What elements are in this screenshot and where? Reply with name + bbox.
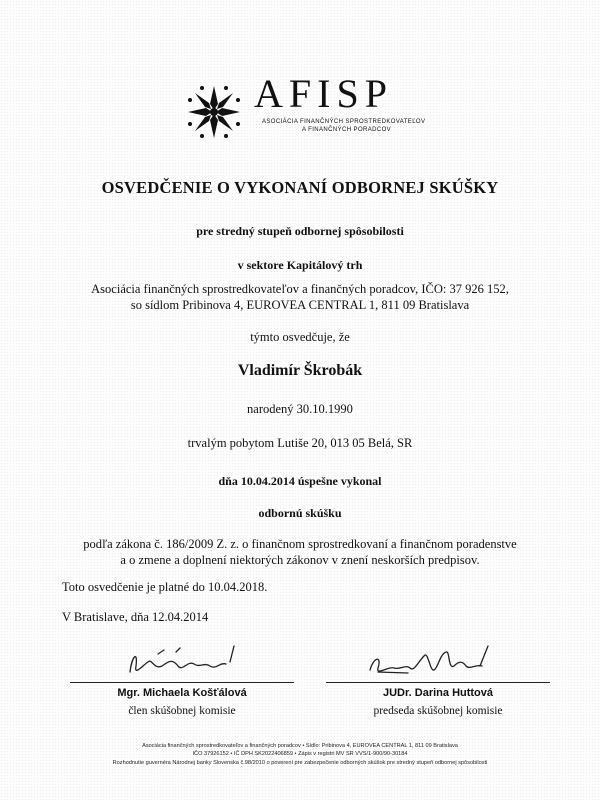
signer-name-left: Mgr. Michaela Košťálová: [117, 687, 247, 699]
certificate-title: OSVEDČENIE O VYKONANÍ ODBORNEJ SKÚŠKY: [101, 178, 499, 197]
residence: trvalým pobytom Lutiše 20, 013 05 Belá, SR: [187, 436, 413, 450]
certifies-text: týmto osvedčuje, že: [250, 330, 350, 344]
issuer-line-1: Asociácia finančných sprostredkovateľov a finančných poradcov, IČO: 37 926 152,: [91, 282, 509, 296]
competence-level: pre stredný stupeň odbornej spôsobilosti: [196, 224, 404, 238]
exam-type: odbornú skúšku: [258, 506, 342, 520]
signer-role-right: predseda skúšobnej komisie: [373, 705, 503, 717]
issuer-line-2: so sídlom Pribinova 4, EUROVEA CENTRAL 1, 811 09 Bratislava: [130, 298, 470, 312]
footer-line-3: Rozhodnutie guvernéra Národnej banky Slovenska č.98/2010 o poverení pre zabezpečenie odborných skúšok pre stredný stupeň odbornej spôsobilosti: [112, 760, 488, 766]
signature-line-left: [70, 682, 294, 683]
footer-line-2: IČO 37926152 • IČ DPH SK2022406859 • Zápis v registri MV SR VVS/1-900/90-30184: [192, 751, 408, 757]
holder-name: Vladimír Škrobák: [237, 362, 363, 379]
sector-line: v sektore Kapitálový trh: [237, 258, 363, 272]
afisp-logo: [184, 71, 434, 148]
afisp-emblem-icon: [184, 82, 244, 142]
logo-subtitle-line1: ASOCIÁCIA FINANČNÝCH SPROSTREDKOVATEĽOV: [262, 119, 426, 125]
signer-role-left: člen skúšobnej komisie: [128, 705, 236, 717]
birth-date: narodený 30.10.1990: [247, 402, 353, 416]
handwritten-signature-right: [348, 636, 528, 682]
logo-wordmark: AFISP: [254, 71, 393, 116]
signature-block-left: [62, 636, 302, 717]
exam-passed-date: dňa 10.04.2014 úspešne vykonal: [218, 474, 382, 488]
signer-name-right: JUDr. Darina Huttová: [382, 687, 494, 699]
signature-line-right: [326, 682, 550, 683]
handwritten-signature-left: [92, 636, 272, 682]
logo-subtitle-line2: A FINANČNÝCH PORADCOV: [302, 127, 392, 133]
footer-line-1: Asociácia finančných sprostredkovateľov a finančných poradcov • Sídlo: Pribinova 4, EUROVEA CENTRAL 1, 811 09 Bratislava: [142, 743, 458, 749]
place-and-date: V Bratislave, dňa 12.04.2014: [62, 610, 209, 624]
law-reference-line-2: a o zmene a doplnení niektorých zákonov v znení neskorších predpisov.: [120, 553, 480, 567]
validity-text: Toto osvedčenie je platné do 10.04.2018.: [62, 580, 268, 594]
signature-block-right: [318, 636, 558, 717]
law-reference-line-1: podľa zákona č. 186/2009 Z. z. o finančnom sprostredkovaní a finančnom poradenstve: [83, 537, 517, 551]
